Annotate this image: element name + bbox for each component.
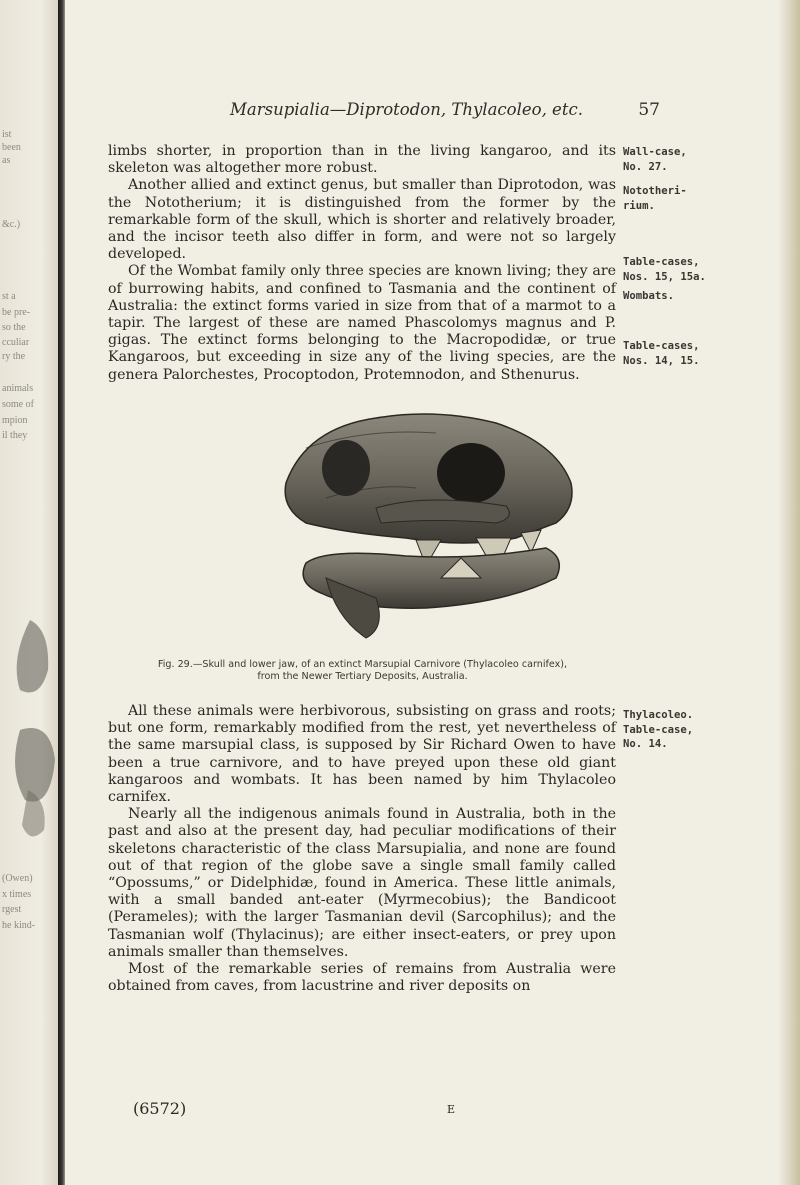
facing-page-fragment: been bbox=[2, 142, 21, 153]
facing-page-fragment: as bbox=[2, 155, 11, 166]
caption-line: Fig. 29.—Skull and lower jaw, of an extinct Marsupial Carnivore (Thylacoleo carnifex), bbox=[157, 659, 568, 670]
paragraph: Nearly all the indigenous animals found in Australia, both in the past and also at the present day, had peculiar modifications of their skeletons characteristic of the class Marsupialia, and none are found out of that region of the globe save a single small family called “Opossums,” or Didelphidæ, found in America. These little animals, with a small banded ant-eater (Myrmecobius); the Bandicoot (Perameles); with the larger Tasmanian devil (Sarcophilus); and the Tasmanian wolf (Thylacinus); are either insect-eaters, or prey upon animals smaller than themselves. bbox=[108, 806, 616, 960]
body-text-bottom bbox=[108, 703, 616, 995]
margin-note: Wombats. bbox=[623, 290, 675, 302]
facing-page-fragment: some of bbox=[2, 399, 34, 410]
facing-page-fragment: st a bbox=[2, 291, 16, 302]
margin-note: Nototheri- rium. bbox=[623, 185, 687, 212]
page-edge bbox=[778, 0, 800, 1185]
paragraph: Of the Wombat family only three species are known living; they are of burrowing habits, and confined to Tasmania and the continent of Australia: the extinct forms varied in size from that of a marmot to a tapir. The largest of these are named Phascolomys magnus and P. gigas. The extinct forms belonging to the Macropodidæ, or true Kangaroos, but exceeding in size any of the living species, are the genera Palorchestes, Procoptodon, Protemnodon, and Sthenurus. bbox=[108, 263, 616, 383]
paragraph: Most of the remarkable series of remains from Australia were obtained from caves, from lacustrine and river deposits on bbox=[108, 961, 616, 995]
bleed-illustration bbox=[0, 0, 58, 1185]
running-title: Marsupialia—Diprotodon, Thylacoleo, etc. bbox=[230, 100, 583, 119]
caption-line: from the Newer Tertiary Deposits, Australia. bbox=[257, 671, 468, 682]
body-text-top bbox=[108, 143, 616, 384]
facing-page-fragment: &c.) bbox=[2, 219, 21, 230]
margin-note: Wall-case, No. 27. bbox=[623, 146, 687, 173]
facing-page-fragment: x times bbox=[2, 889, 32, 900]
printer-signature: (6572) bbox=[133, 1099, 187, 1118]
facing-page-fragment: animals bbox=[2, 383, 34, 394]
page-number: 57 bbox=[638, 100, 660, 120]
facing-page-fragment: rgest bbox=[2, 904, 22, 915]
facing-page-fragment: mpion bbox=[2, 415, 28, 426]
facing-page-fragment: be pre- bbox=[2, 307, 31, 318]
facing-page-fragment: so the bbox=[2, 322, 26, 333]
paragraph: Another allied and extinct genus, but smaller than Diprotodon, was the Nototherium; it is distinguished from the former by the remarkable form of the skull, which is shorter and relatively broader, and the incisor teeth also differ in form, and were not so largely developed. bbox=[108, 177, 616, 263]
facing-page-fragment: il they bbox=[2, 430, 28, 441]
margin-note: Thylacoleo. Table-case, No. 14. bbox=[623, 709, 694, 750]
paragraph: limbs shorter, in proportion than in the living kangaroo, and its skeleton was altogether more robust. bbox=[108, 143, 616, 177]
facing-page-strip bbox=[0, 0, 58, 1185]
facing-page-fragment: ry the bbox=[2, 351, 26, 362]
margin-note: Table-cases, Nos. 14, 15. bbox=[623, 340, 700, 367]
page-header bbox=[220, 100, 660, 126]
margin-note: Table-cases, Nos. 15, 15a. bbox=[623, 256, 706, 283]
signature-mark: E bbox=[447, 1103, 456, 1116]
facing-page-fragment: cculiar bbox=[2, 337, 30, 348]
paragraph: All these animals were herbivorous, subsisting on grass and roots; but one form, remarkably modified from the rest, yet nevertheless of the same marsupial class, is supposed by Sir Richard Owen to have been a true carnivore, and to have preyed upon these old giant kangaroos and wombats. It has been named by him Thylacoleo carnifex. bbox=[108, 703, 616, 806]
facing-page-fragment: (Owen) bbox=[2, 873, 33, 884]
figure-caption bbox=[110, 659, 615, 683]
facing-page-fragment: he kind- bbox=[2, 920, 36, 931]
skull-illustration bbox=[266, 388, 586, 646]
book-binding-shadow bbox=[58, 0, 65, 1185]
facing-page-fragment: ist bbox=[2, 129, 12, 140]
